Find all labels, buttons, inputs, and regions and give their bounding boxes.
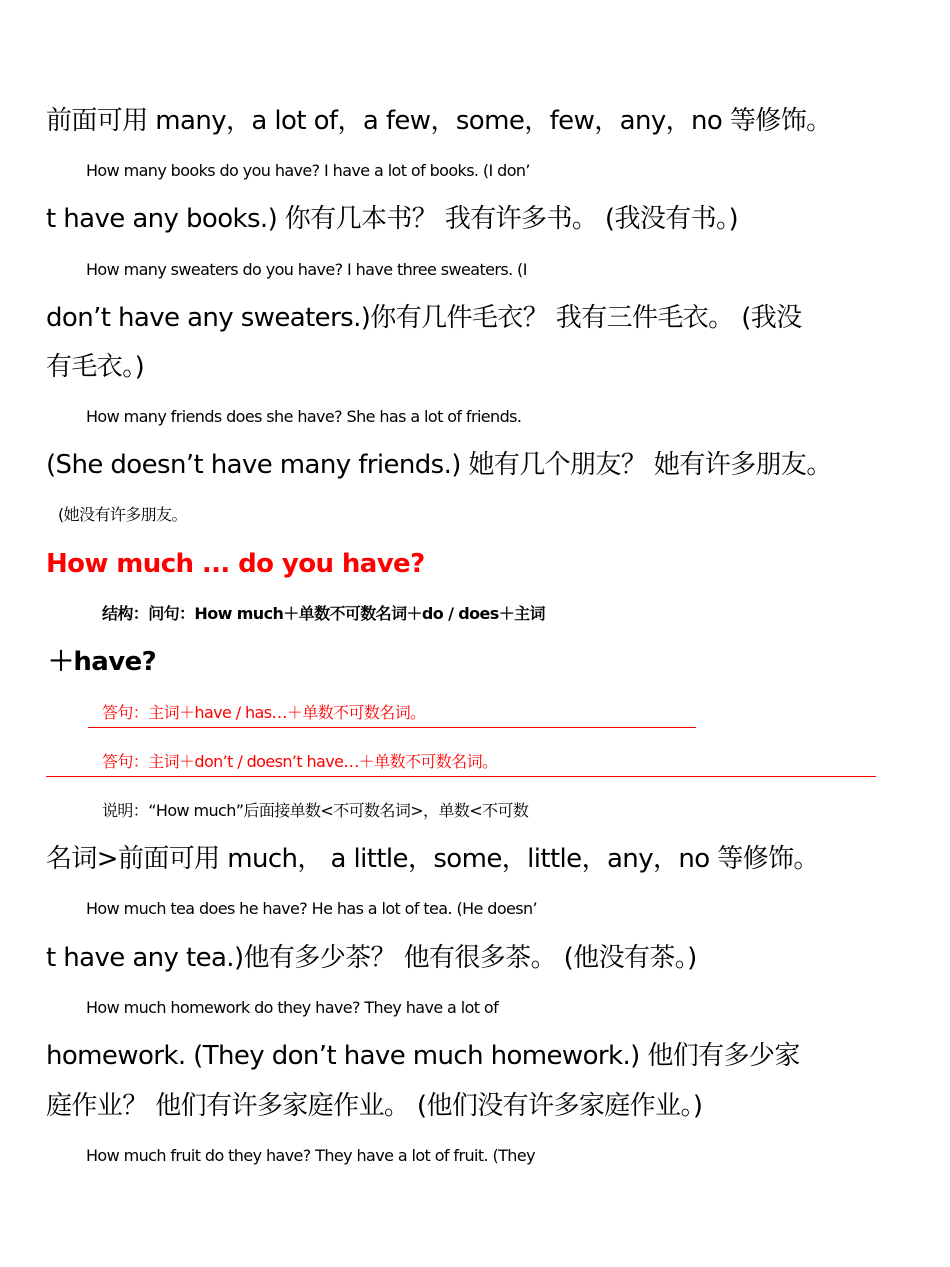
text-line: 有毛衣。) — [46, 352, 145, 382]
text-line: t have any tea.)他有多少茶？ 他有很多茶。 (他没有茶。) — [46, 943, 697, 973]
text-line: How much fruit do they have? They have a lot of fruit. (They — [86, 1146, 535, 1165]
structure-line: 结构：问句：How much＋单数不可数名词＋do / does＋主词 — [102, 604, 545, 623]
text-line: (She doesn’t have many friends.) 她有几个朋友？ 她有许多朋友。 — [46, 450, 832, 480]
text-line: How much homework do they have? They have a lot of — [86, 998, 499, 1017]
text-line: How much tea does he have? He has a lot of tea. (He doesn’ — [86, 899, 538, 918]
text-line: t have any books.) 你有几本书？ 我有许多书。 (我没有书。) — [46, 204, 738, 234]
text-line: 名词>前面可用 much， a little，some，little，any，no 等修饰。 — [46, 844, 819, 874]
text-line: How many books do you have? I have a lot of books. (I don’ — [86, 161, 530, 180]
answer-pattern: 答句：主词＋don’t / doesn’t have…＋单数不可数名词。 — [102, 752, 498, 771]
text-line: 庭作业？ 他们有许多家庭作业。 (他们没有许多家庭作业。) — [46, 1091, 703, 1121]
section-heading: How much ... do you have? — [46, 549, 425, 579]
text-line: 前面可用 many，a lot of，a few，some，few，any，no 等修饰。 — [46, 106, 832, 136]
text-line: How many sweaters do you have? I have three sweaters. (I — [86, 260, 527, 279]
underline-rule — [88, 727, 696, 728]
underline-rule — [46, 776, 876, 777]
text-line: (她没有许多朋友。 — [58, 505, 187, 524]
structure-line: ＋have? — [48, 647, 157, 677]
text-line: don’t have any sweaters.)你有几件毛衣？ 我有三件毛衣。 (我没 — [46, 303, 802, 333]
text-line: homework. (They don’t have much homework.) 他们有多少家 — [46, 1041, 800, 1071]
text-line: How many friends does she have? She has a lot of friends. — [86, 407, 522, 426]
answer-pattern: 答句：主词＋have / has…＋单数不可数名词。 — [102, 703, 426, 722]
text-line: 说明：“How much”后面接单数<不可数名词>，单数<不可数 — [102, 801, 529, 820]
